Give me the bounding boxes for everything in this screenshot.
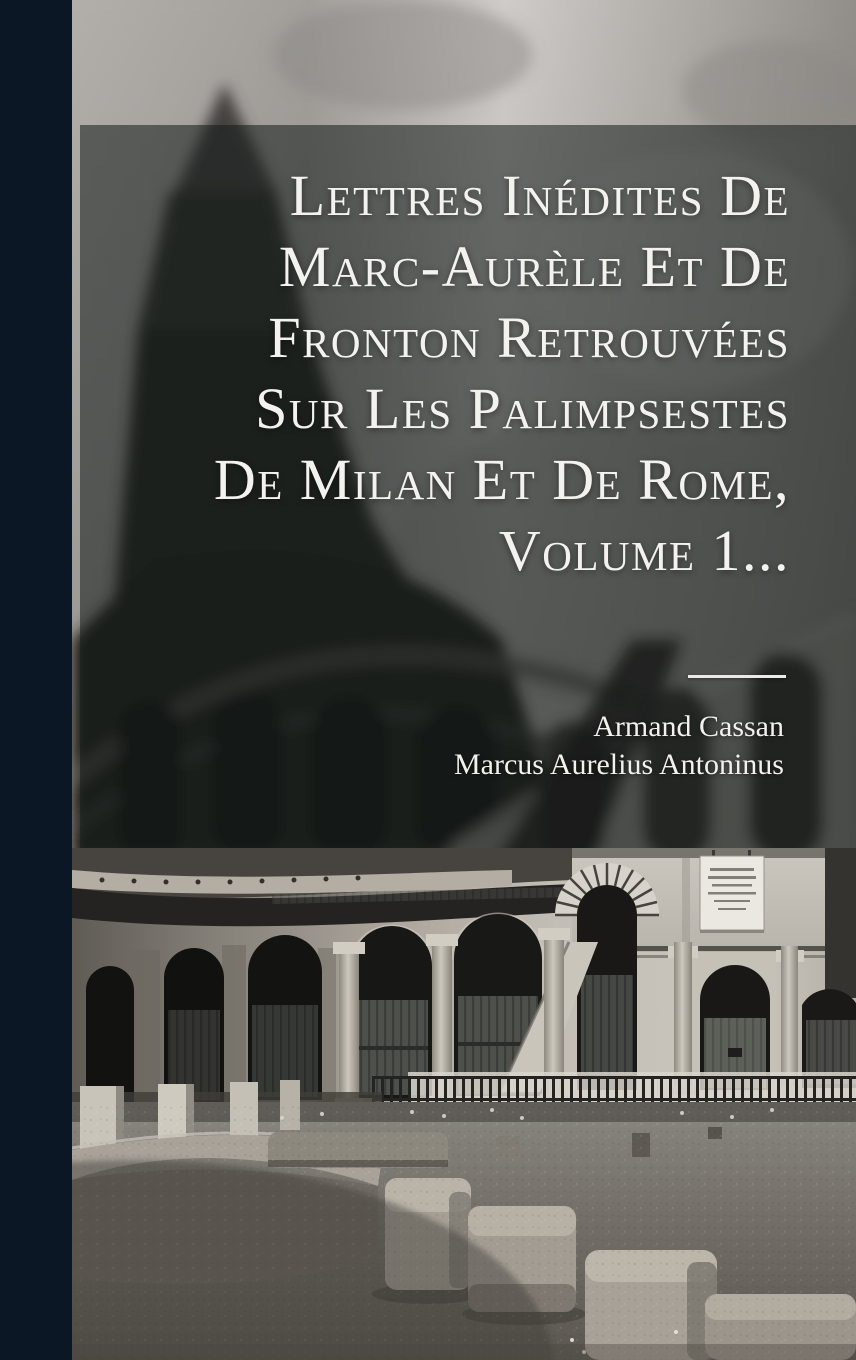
author-secondary: Marcus Aurelius Antoninus bbox=[454, 748, 784, 781]
plaza-ground bbox=[72, 1080, 856, 1360]
title-line: Fronton Retrouvées bbox=[268, 305, 790, 370]
stone-plaque bbox=[700, 850, 764, 933]
title-line: De Milan Et De Rome, bbox=[213, 447, 790, 512]
title-divider bbox=[688, 675, 786, 678]
title-line: Sur Les Palimpsestes bbox=[255, 376, 790, 441]
title-line: Volume 1... bbox=[498, 518, 790, 583]
title-line: Lettres Inédites De bbox=[289, 163, 790, 228]
book-spine bbox=[0, 0, 72, 1360]
author-primary: Armand Cassan bbox=[593, 710, 784, 743]
cover-front bbox=[72, 0, 856, 1360]
book-title bbox=[100, 160, 790, 586]
author-names bbox=[112, 708, 784, 784]
title-line: Marc-Aurèle Et De bbox=[278, 234, 790, 299]
